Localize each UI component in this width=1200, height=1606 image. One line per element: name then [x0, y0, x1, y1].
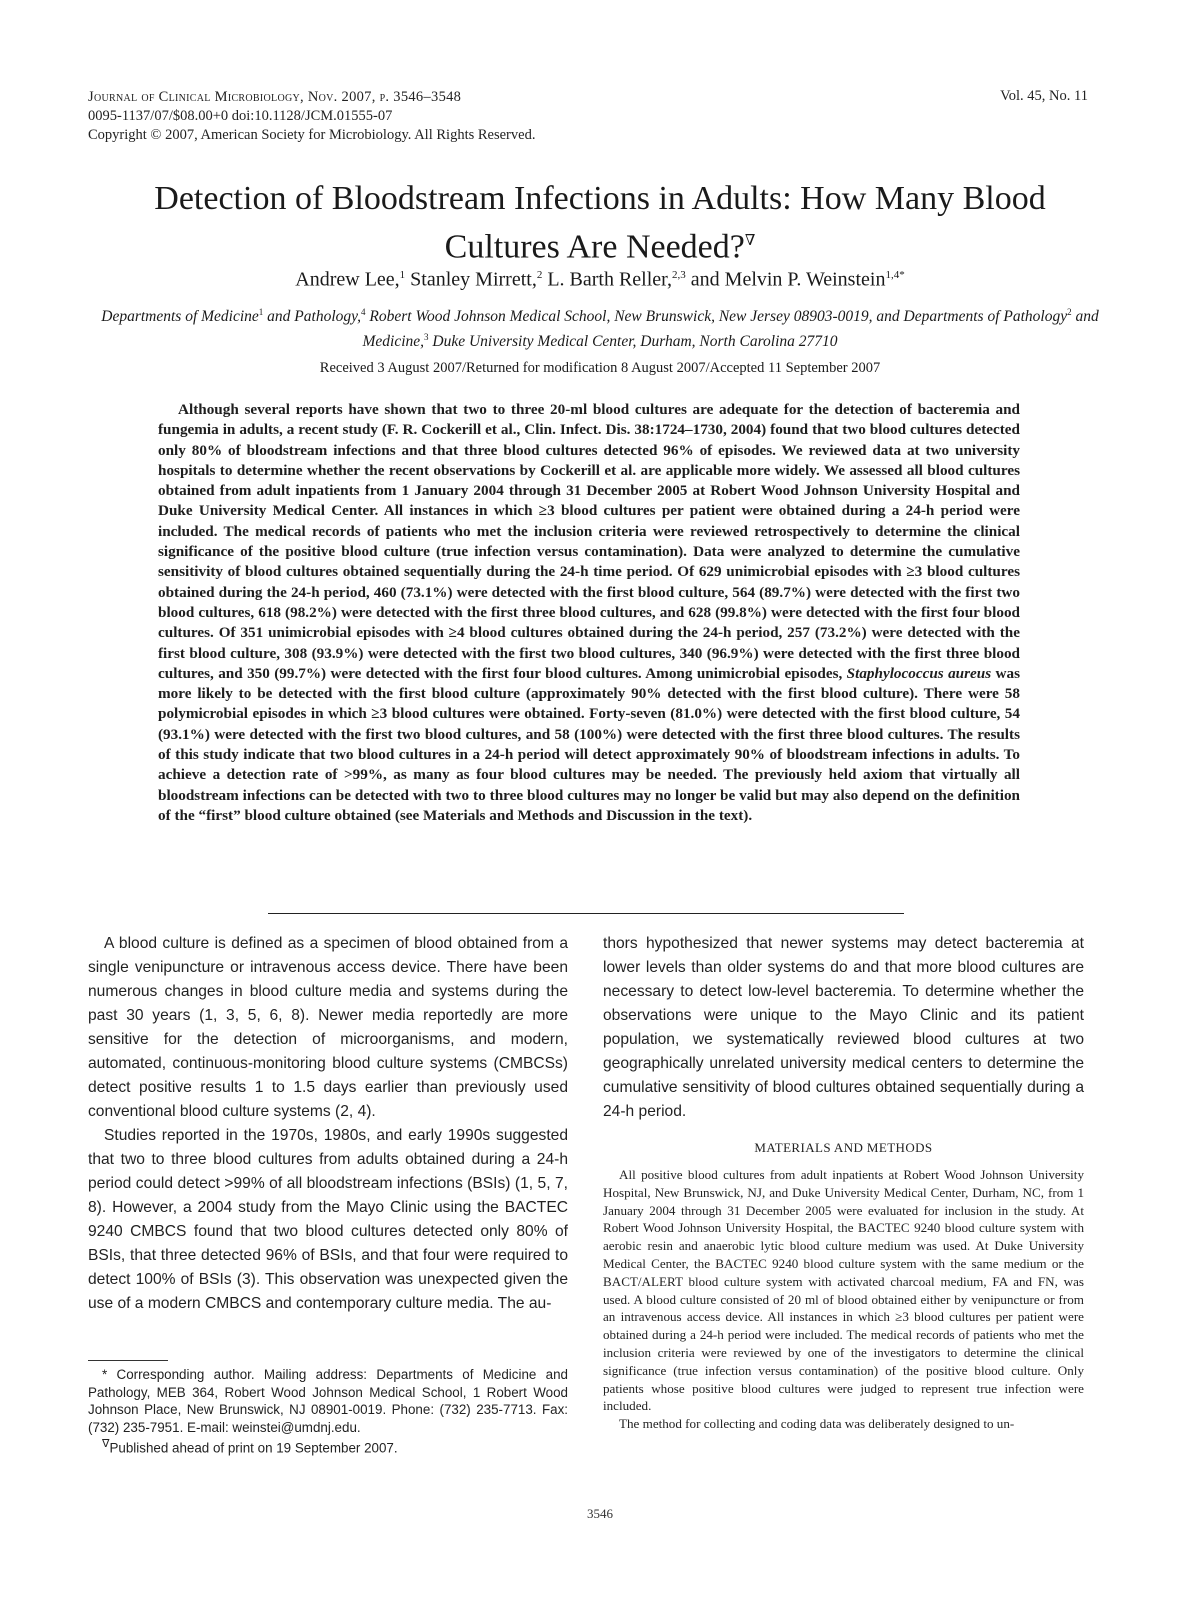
author-name: L. Barth Reller,	[542, 268, 673, 291]
organism-name: Staphylococcus aureus	[846, 664, 992, 682]
body-paragraph: thors hypothesized that newer systems may detect bacteremia at lower levels than older systems do and that more blood cultures are necessary to detect low-level bacteremia. To determine whether the observations were unique to the Mayo Clinic and its patient population, we systematically reviewed blood cultures at two geographically unrelated university medical centers to determine the cumulative sensitivity of blood cultures obtained sequentially during a 24-h period.	[603, 935, 1084, 1120]
affiliation-mark: 2	[1067, 307, 1072, 317]
abstract-divider	[268, 913, 904, 914]
copyright-line: Copyright © 2007, American Society for Microbiology. All Rights Reserved.	[88, 127, 536, 143]
received-dates: Received 3 August 2007/Returned for modification 8 August 2007/Accepted 11 September 2007	[319, 360, 881, 376]
affiliation-text: Duke University Medical Center, Durham, North Carolina 27710	[428, 333, 838, 351]
methods-text	[603, 1166, 1084, 1433]
abstract-text: Although several reports have shown that two to three 20-ml blood cultures are adequate for the detection of bacteremia and fungemia in adults, a recent study (F. R. Cockerill et al., Clin. Infect. Dis. 38:1724–1730, 2004) found that two blood cultures detected only 80% of bloodstream infections and that three blood cultures detected 96% of episodes. We reviewed data at two university hospitals to determine whether the recent observations by Cockerill et al. are applicable more widely. We assessed all blood cultures obtained from adult inpatients from 1 January 2004 through 31 December 2005 at Robert Wood Johnson University Hospital and Duke University Medical Center. All instances in which ≥3 blood cultures per patient were obtained during a 24-h period were included. The medical records of patients who met the inclusion criteria were reviewed retrospectively to determine the clinical significance of the positive blood culture (true infection versus contamination). Data were analyzed to determine the cumulative sensitivity of blood cultures obtained sequentially during the 24-h time period. Of 629 unimicrobial episodes with ≥3 blood cultures obtained during the 24-h period, 460 (73.1%) were detected with the first blood culture, 564 (89.7%) were detected with the first two blood cultures, 618 (98.2%) were detected with the first three blood cultures, and 628 (99.8%) were detected with the first four blood cultures. Of 351 unimicrobial episodes with ≥4 blood cultures obtained during the 24-h period, 257 (73.2%) were detected with the first blood culture, 308 (93.9%) were detected with the first two blood cultures, 340 (96.9%) were detected with the first three blood cultures, and 350 (99.7%) were detected with the first four blood cultures. Among unimicrobial episodes,	[158, 401, 1020, 682]
body-paragraph: A blood culture is defined as a specimen of blood obtained from a single venipuncture or intravenous access device. There have been numerous changes in blood culture media and systems during the past 30 years (1, 3, 5, 6, 8). Newer media reportedly are more sensitive for the detection of microorganisms, and modern, automated, continuous-monitoring blood culture systems (CMBCSs) detect positive results 1 to 1.5 days earlier than previously used conventional blood culture systems (2, 4).	[88, 935, 568, 1120]
doi-line: 0095-1137/07/$08.00+0 doi:10.1128/JCM.01555-07	[88, 108, 393, 124]
abstract-text: was more likely to be detected with the first blood culture (approximately 90% detected with the first blood culture). There were 58 polymicrobial episodes in which ≥3 blood cultures were obtained. Forty-seven (81.0%) were detected with the first blood culture, 54 (93.1%) were detected with the first two blood cultures, and 58 (100%) were detected with the first three blood cultures. The results of this study indicate that two blood cultures in a 24-h period will detect approximately 90% of bloodstream infections in adults. To achieve a detection rate of >99%, as many as four blood cultures may be needed. The previously held axiom that virtually all bloodstream infections can be detected with two to three blood cultures may no longer be valid but may also depend on the definition of the “first” blood culture obtained (see Materials and Methods and Discussion in the text).	[158, 664, 1020, 824]
journal-citation: Journal of Clinical Microbiology, Nov. 2007, p. 3546–3548	[88, 89, 462, 105]
published-mark: ∇	[102, 1438, 110, 1451]
methods-paragraph: All positive blood cultures from adult inpatients at Robert Wood Johnson University Hospital, New Brunswick, NJ, and Duke University Medical Center, Durham, NC, from 1 January 2004 through 31 December 2005 were evaluated for inclusion in the study. At Robert Wood Johnson University Hospital, the BACTEC 9240 blood culture system with aerobic resin and anaerobic lytic blood culture medium was used. At Duke University Medical Center, the BACTEC 9240 blood culture system with the same medium or the BACT/ALERT blood culture system with activated charcoal medium, FA and FN, was used. A blood culture consisted of 20 ml of blood obtained either by venipuncture or from an intravenous access device. All instances in which ≥3 blood cultures per patient were obtained during a 24-h period were included. The medical records of patients who met the inclusion criteria were reviewed by one of the investigators to determine the clinical significance (true infection versus contamination) of the positive blood culture. Only patients whose positive blood cultures were judged to represent true infection were included.	[603, 1167, 1084, 1414]
title-text: Detection of Bloodstream Infections in Adults: How Many Blood Cultures Are Needed?	[154, 180, 1046, 266]
affiliation-text: Robert Wood Johnson Medical School, New Brunswick, New Jersey 08903-0019, and Departments of Pathology	[365, 308, 1068, 326]
body-column-left	[88, 932, 568, 1316]
methods-paragraph: The method for collecting and coding data was deliberately designed to un-	[619, 1416, 1015, 1432]
affiliation-text: and Pathology,	[263, 308, 362, 326]
author-affiliation-mark: 1	[399, 269, 406, 281]
volume-issue: Vol. 45, No. 11	[1000, 88, 1088, 104]
author-name: Andrew Lee,	[295, 268, 400, 291]
title-footnote-mark: ∇	[744, 233, 756, 249]
footnote-divider	[88, 1360, 168, 1361]
author-list	[100, 262, 1100, 293]
author-affiliation-mark: 2,3	[672, 269, 686, 281]
corresponding-author-note: * Corresponding author. Mailing address: Departments of Medicine and Pathology, MEB 364, Robert Wood Johnson Medical School, 1 Robert Wood Johnson Place, New Brunswick, NJ 08901-0019. Phone: (732) 235-7713. Fax: (732) 235-7951. E-mail: weinstei@umdnj.edu.	[88, 1367, 568, 1435]
body-paragraph: Studies reported in the 1970s, 1980s, and early 1990s suggested that two to three blood cultures from adults obtained during a 24-h period could detect >99% of all bloodstream infections (BSIs) (1, 5, 7, 8). However, a 2004 study from the Mayo Clinic using the BACTEC 9240 CMBCS found that two blood cultures detected only 80% of BSIs, that three detected 96% of BSIs, and that four were required to detect 100% of BSIs (3). This observation was unexpected given the use of a modern CMBCS and contemporary culture media. The au-	[88, 1127, 568, 1312]
running-header	[88, 88, 535, 145]
affiliations	[80, 302, 1120, 352]
footnotes	[88, 1366, 568, 1457]
published-text: Published ahead of print on 19 September 2007.	[109, 1440, 398, 1456]
article-title	[100, 178, 1100, 268]
page-number: 3546	[587, 1506, 613, 1521]
affiliation-mark: 1	[258, 307, 264, 317]
published-note	[88, 1436, 568, 1457]
author-affiliation-mark: 2	[536, 269, 543, 281]
author-name: and Melvin P. Weinstein	[685, 268, 886, 291]
section-heading: MATERIALS AND METHODS	[754, 1140, 933, 1155]
affiliation-text: and Medicine,	[362, 308, 1099, 351]
author-affiliation-mark: 1,4*	[885, 269, 905, 281]
author-name: Stanley Mirrett,	[405, 268, 537, 291]
affiliation-text: Departments of Medicine	[101, 308, 259, 326]
body-column-right	[603, 932, 1084, 1124]
abstract	[158, 400, 1020, 826]
affiliation-mark: 4	[361, 307, 366, 317]
affiliation-mark: 3	[424, 332, 429, 343]
